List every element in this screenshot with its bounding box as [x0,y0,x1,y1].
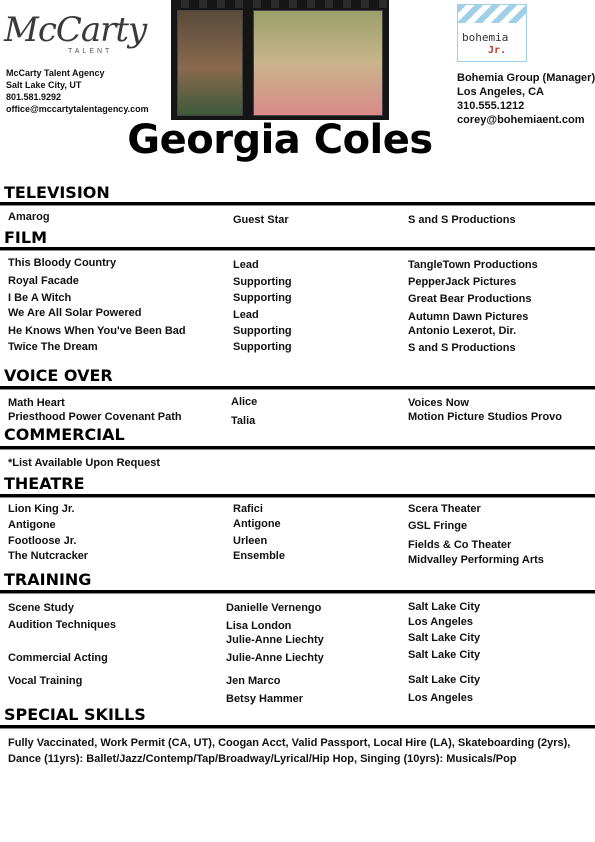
credit-company: Antonio Lexerot, Dir. [408,325,517,337]
agency-contact [6,67,149,115]
section-divider [0,590,595,594]
credit-title: He Knows When You've Been Bad [8,325,186,337]
credit-title: We Are All Solar Powered [8,307,142,319]
headshot-contact-sheet [171,0,389,120]
credit-company: TangleTown Productions [408,259,538,271]
training-teacher: Julie-Anne Liechty [226,634,324,646]
agency-phone: 801.581.9292 [6,92,62,102]
training-teacher: Danielle Vernengo [226,602,322,614]
credit-role: Supporting [233,276,292,288]
mccarty-talent-logo [4,10,147,60]
section-title-television: TELEVISION [4,183,110,202]
actor-name: Georgia Coles [127,117,433,163]
bohemia-jr-text: Jr. [488,45,507,56]
credit-title: Twice The Dream [8,341,98,353]
section-divider [0,494,595,498]
credit-title: This Bloody Country [8,257,117,269]
special-skills-text [8,735,588,767]
credit-title: Antigone [8,519,56,531]
training-city: Los Angeles [408,616,473,628]
clapperboard-icon [458,5,526,23]
credit-title: Math Heart [8,397,65,409]
credit-company: Great Bear Productions [408,293,532,305]
credit-title: Amarog [8,211,50,223]
credit-company: Fields & Co Theater [408,539,512,551]
agency-city: Salt Lake City, UT [6,80,82,90]
commercial-note: *List Available Upon Request [8,457,160,469]
credit-title: Priesthood Power Covenant Path [8,411,182,423]
section-divider [0,725,595,729]
special-skills-line: Fully Vaccinated, Work Permit (CA, UT), Coogan Acct, Valid Passport, Local Hire (LA), Skateboarding (2yrs), [8,737,571,749]
training-subject: Commercial Acting [8,652,108,664]
credit-role: Lead [233,259,259,271]
section-title-training: TRAINING [4,570,92,589]
section-title-special-skills: SPECIAL SKILLS [4,705,146,724]
bohemia-logo-text: bohemia [462,31,509,44]
training-subject: Vocal Training [8,675,83,687]
credit-company: S and S Productions [408,214,516,226]
training-city: Salt Lake City [408,649,481,661]
section-divider [0,247,595,251]
section-divider [0,446,595,450]
agency-name: McCarty Talent Agency [6,68,105,78]
training-city: Los Angeles [408,692,473,704]
bohemia-jr-logo [457,4,527,62]
training-city: Salt Lake City [408,632,481,644]
section-title-voice-over: VOICE OVER [4,366,113,385]
training-teacher: Betsy Hammer [226,693,304,705]
credit-role: Guest Star [233,214,289,226]
credit-role: Ensemble [233,550,285,562]
training-teacher: Jen Marco [226,675,281,687]
headshot-photo [177,10,243,116]
credit-company: Midvalley Performing Arts [408,554,544,566]
credit-title: I Be A Witch [8,292,72,304]
credit-company: Autumn Dawn Pictures [408,311,529,323]
special-skills-line: Dance (11yrs): Ballet/Jazz/Contemp/Tap/Broadway/Lyrical/Hip Hop, Singing (10yrs): Musicals/Pop [8,753,517,765]
credit-role: Supporting [233,292,292,304]
manager-name: Bohemia Group (Manager) [457,72,595,84]
manager-phone: 310.555.1212 [457,100,525,112]
training-subject: Scene Study [8,602,75,614]
credit-title: Royal Facade [8,275,79,287]
credit-title: The Nutcracker [8,550,89,562]
credit-role: Antigone [233,518,281,530]
credit-title: Footloose Jr. [8,535,77,547]
credit-company: Motion Picture Studios Provo [408,411,563,423]
training-teacher: Julie-Anne Liechty [226,652,324,664]
credit-role: Rafici [233,503,263,515]
credit-company: Scera Theater [408,503,481,515]
credit-company: PepperJack Pictures [408,276,517,288]
film-strip [171,0,389,8]
headshot-photo [253,10,383,116]
section-title-film: FILM [4,228,47,247]
credit-role: Lead [233,309,259,321]
section-divider [0,386,595,390]
logo-script-text: McCarty [4,10,147,50]
agency-email: office@mccartytalentagency.com [6,104,149,114]
training-city: Salt Lake City [408,601,481,613]
credit-role: Supporting [233,325,292,337]
credit-role: Alice [231,396,258,408]
training-subject: Audition Techniques [8,619,116,631]
credit-company: GSL Fringe [408,520,468,532]
section-divider [0,202,595,206]
credit-role: Talia [231,415,256,427]
logo-sub-text: TALENT [68,48,113,55]
training-teacher: Lisa London [226,620,292,632]
manager-city: Los Angeles, CA [457,86,544,98]
training-city: Salt Lake City [408,674,481,686]
credit-company: S and S Productions [408,342,516,354]
credit-title: Lion King Jr. [8,503,75,515]
manager-email: corey@bohemiaent.com [457,114,585,126]
credit-role: Supporting [233,341,292,353]
credit-role: Urleen [233,535,268,547]
section-title-commercial: COMMERCIAL [4,425,125,444]
credit-company: Voices Now [408,397,469,409]
section-title-theatre: THEATRE [4,474,85,493]
